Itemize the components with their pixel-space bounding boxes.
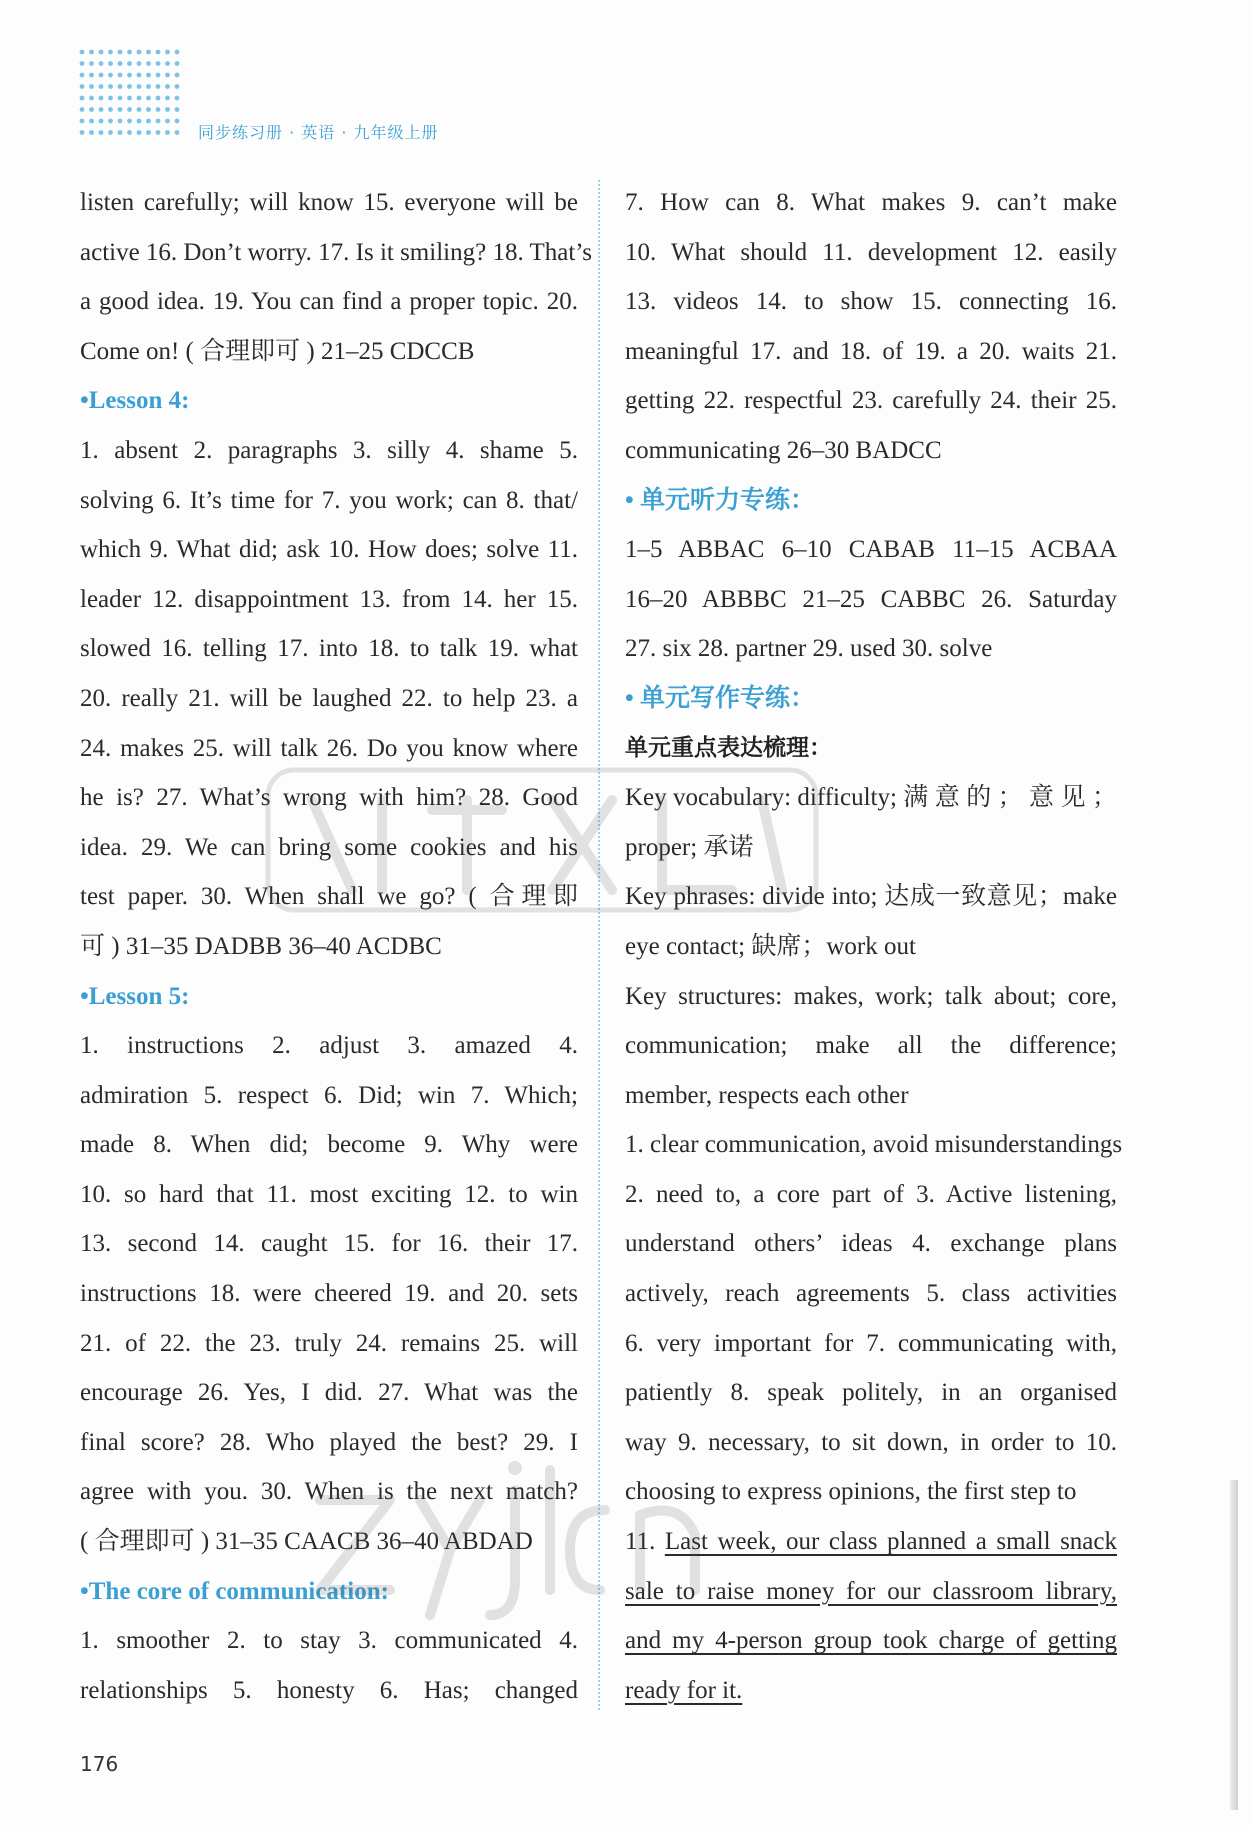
text-line: slowed 16. telling 17. into 18. to talk 19. what bbox=[80, 635, 578, 663]
page-edge-shadow bbox=[1230, 1480, 1238, 1810]
text-line: 2. need to, a core part of 3. Active listening, bbox=[625, 1180, 1117, 1208]
page-number: 176 bbox=[80, 1752, 119, 1776]
header-dot bbox=[175, 61, 180, 66]
header-dot bbox=[118, 119, 123, 124]
header-dot bbox=[99, 107, 104, 112]
text-line: 7. How can 8. What makes 9. can’t make bbox=[625, 189, 1117, 216]
header-dot bbox=[99, 73, 104, 78]
header-dot bbox=[80, 107, 85, 112]
text-line: idea. 29. We can bring some cookies and his bbox=[80, 833, 578, 861]
text-line: 1. smoother 2. to stay 3. communicated 4. bbox=[80, 1627, 578, 1655]
header-dot bbox=[175, 84, 180, 89]
header-dot bbox=[127, 119, 132, 124]
text-line: 27. six 28. partner 29. used 30. solve bbox=[625, 635, 993, 663]
header-dot bbox=[89, 84, 94, 89]
text-line: eye contact; 缺席；work out bbox=[625, 932, 916, 960]
text-line bbox=[625, 1517, 1117, 1567]
text-line bbox=[625, 1666, 1117, 1716]
underlined-answer: and my 4-person group took charge of getting bbox=[625, 1627, 1117, 1655]
text-line: getting 22. respectful 23. carefully 24. their 25. bbox=[625, 387, 1117, 415]
section-heading: •The core of communication: bbox=[80, 1577, 389, 1605]
header-dot bbox=[146, 73, 151, 78]
header-dot bbox=[146, 50, 151, 55]
header-dot bbox=[175, 107, 180, 112]
header-dot bbox=[80, 119, 85, 124]
text-line bbox=[625, 1616, 1117, 1666]
underlined-answer: Last week, our class planned a small snack bbox=[664, 1528, 1117, 1556]
text-line: 13. videos 14. to show 15. connecting 16. bbox=[625, 288, 1117, 316]
header-dot bbox=[156, 61, 161, 66]
text-line: 13. second 14. caught 15. for 16. their 17. bbox=[80, 1230, 578, 1258]
text-segment: 11. bbox=[625, 1528, 665, 1556]
header-dot bbox=[118, 107, 123, 112]
header-dot bbox=[108, 84, 113, 89]
header-dot bbox=[146, 61, 151, 66]
header-dot bbox=[127, 130, 132, 135]
header-dot bbox=[175, 130, 180, 135]
header-dot bbox=[108, 50, 113, 55]
header-dot bbox=[80, 130, 85, 135]
text-line bbox=[625, 1567, 1117, 1617]
text-line: encourage 26. Yes, I did. 27. What was the bbox=[80, 1379, 578, 1407]
header-dot bbox=[108, 61, 113, 66]
text-line: 6. very important for 7. communicating with, bbox=[625, 1329, 1117, 1357]
header-dot bbox=[89, 73, 94, 78]
text-line: leader 12. disappointment 13. from 14. her 15. bbox=[80, 585, 578, 613]
header-dot bbox=[146, 84, 151, 89]
text-line: agree with you. 30. When is the next match? bbox=[80, 1478, 578, 1506]
text-line: patiently 8. speak politely, in an organised bbox=[625, 1379, 1117, 1407]
header-dot bbox=[156, 84, 161, 89]
header-dot bbox=[146, 96, 151, 101]
section-heading: • 单元听力专练： bbox=[625, 486, 816, 514]
header-dot bbox=[89, 119, 94, 124]
text-line: Key vocabulary: difficulty; 满 意 的 ； 意 见 ； bbox=[625, 784, 1117, 812]
underlined-answer: sale to raise money for our classroom library, bbox=[625, 1577, 1117, 1605]
header-dot bbox=[127, 73, 132, 78]
text-line: Come on! ( 合理即可 ) 21–25 CDCCB bbox=[80, 337, 475, 365]
header-dot bbox=[80, 84, 85, 89]
text-line: communicating 26–30 BADCC bbox=[625, 436, 942, 464]
text-line: choosing to express opinions, the first step to bbox=[625, 1478, 1077, 1506]
header-dot bbox=[156, 73, 161, 78]
text-line: admiration 5. respect 6. Did; win 7. Which; bbox=[80, 1081, 578, 1109]
header-dot bbox=[175, 96, 180, 101]
header-dot bbox=[80, 50, 85, 55]
text-line: which 9. What did; ask 10. How does; solve 11. bbox=[80, 536, 578, 564]
right-column bbox=[625, 178, 1123, 1715]
header-dot bbox=[156, 107, 161, 112]
header-dot bbox=[80, 73, 85, 78]
header-dot bbox=[156, 130, 161, 135]
text-line: Key structures: makes, work; talk about; core, bbox=[625, 982, 1117, 1010]
section-heading: • 单元写作专练： bbox=[625, 684, 816, 712]
header-dot bbox=[108, 107, 113, 112]
text-line: he is? 27. What’s wrong with him? 28. Good bbox=[80, 784, 578, 812]
header-dot bbox=[137, 107, 142, 112]
section-subheading: 单元重点表达梳理： bbox=[625, 734, 832, 761]
header-dot bbox=[108, 73, 113, 78]
header-dot bbox=[99, 96, 104, 101]
header-dot bbox=[127, 61, 132, 66]
header-dot bbox=[137, 50, 142, 55]
header-dot bbox=[165, 61, 170, 66]
header-dot bbox=[137, 130, 142, 135]
header-dot bbox=[127, 107, 132, 112]
header-dot bbox=[127, 96, 132, 101]
header-dot bbox=[165, 73, 170, 78]
header-dot-grid-decoration bbox=[78, 48, 183, 144]
text-line: way 9. necessary, to sit down, in order to 10. bbox=[625, 1428, 1117, 1456]
header-dot bbox=[118, 130, 123, 135]
header-dot bbox=[165, 119, 170, 124]
header-dot bbox=[165, 50, 170, 55]
header-dot bbox=[99, 61, 104, 66]
header-dot bbox=[156, 50, 161, 55]
header-dot bbox=[156, 119, 161, 124]
header-dot bbox=[146, 119, 151, 124]
text-line: active 16. Don’t worry. 17. Is it smiling? 18. That’s bbox=[80, 238, 592, 266]
header-dot bbox=[80, 61, 85, 66]
header-dot bbox=[108, 119, 113, 124]
section-heading: •Lesson 4: bbox=[80, 387, 190, 415]
text-line: 10. so hard that 11. most exciting 12. to win bbox=[80, 1180, 578, 1208]
text-line: 10. What should 11. development 12. easily bbox=[625, 238, 1117, 266]
header-dot bbox=[146, 130, 151, 135]
text-line: relationships 5. honesty 6. Has; changed bbox=[80, 1676, 578, 1704]
header-dot bbox=[80, 96, 85, 101]
header-dot bbox=[156, 96, 161, 101]
text-line: 1. clear communication, avoid misunderstandings bbox=[625, 1131, 1123, 1159]
text-line: 16–20 ABBBC 21–25 CABBC 26. Saturday bbox=[625, 585, 1117, 613]
column-divider bbox=[598, 180, 600, 1710]
text-line: 1. instructions 2. adjust 3. amazed 4. bbox=[80, 1032, 578, 1060]
header-dot bbox=[89, 50, 94, 55]
header-dot bbox=[99, 84, 104, 89]
text-line: member, respects each other bbox=[625, 1081, 909, 1109]
text-line: listen carefully; will know 15. everyone will be bbox=[80, 189, 578, 216]
header-dot bbox=[118, 61, 123, 66]
header-dot bbox=[146, 107, 151, 112]
header-dot bbox=[118, 50, 123, 55]
header-dot bbox=[175, 50, 180, 55]
header-dot bbox=[165, 107, 170, 112]
header-dot bbox=[175, 119, 180, 124]
header-dot bbox=[137, 119, 142, 124]
text-line: solving 6. It’s time for 7. you work; can 8. that/ bbox=[80, 486, 578, 514]
header-dot bbox=[175, 73, 180, 78]
header-dot bbox=[137, 73, 142, 78]
header-dot bbox=[137, 61, 142, 66]
header-dot bbox=[108, 96, 113, 101]
header-dot bbox=[165, 96, 170, 101]
header-dot bbox=[89, 130, 94, 135]
text-line: communication; make all the difference; bbox=[625, 1032, 1117, 1060]
header-dot bbox=[118, 73, 123, 78]
header-dot bbox=[118, 96, 123, 101]
text-line: 1. absent 2. paragraphs 3. silly 4. shame 5. bbox=[80, 436, 578, 464]
text-line: 可 ) 31–35 DADBB 36–40 ACDBC bbox=[80, 932, 442, 960]
header-dot bbox=[137, 96, 142, 101]
text-line: ( 合理即可 ) 31–35 CAACB 36–40 ABDAD bbox=[80, 1528, 533, 1556]
header-dot bbox=[89, 61, 94, 66]
header-dot bbox=[165, 130, 170, 135]
header-dot bbox=[108, 130, 113, 135]
header-dot bbox=[127, 84, 132, 89]
header-title: 同步练习册 · 英语 · 九年级上册 bbox=[198, 123, 439, 142]
text-line: final score? 28. Who played the best? 29. I bbox=[80, 1428, 578, 1456]
header-dot bbox=[118, 84, 123, 89]
text-line: proper; 承诺 bbox=[625, 833, 754, 861]
header-dot bbox=[99, 130, 104, 135]
text-line: actively, reach agreements 5. class activities bbox=[625, 1280, 1117, 1308]
section-heading: •Lesson 5: bbox=[80, 982, 190, 1010]
left-column bbox=[80, 178, 592, 1715]
header-dot bbox=[99, 50, 104, 55]
text-line: understand others’ ideas 4. exchange plans bbox=[625, 1230, 1117, 1258]
header-dot bbox=[89, 96, 94, 101]
text-line: 20. really 21. will be laughed 22. to help 23. a bbox=[80, 684, 578, 712]
header-dot bbox=[127, 50, 132, 55]
underlined-answer: ready for it. bbox=[625, 1676, 743, 1704]
text-line: Key phrases: divide into; 达成一致意见；make bbox=[625, 883, 1117, 911]
text-line: 24. makes 25. will talk 26. Do you know where bbox=[80, 734, 578, 762]
text-line: instructions 18. were cheered 19. and 20. sets bbox=[80, 1280, 578, 1308]
text-line: test paper. 30. When shall we go? ( 合理即 bbox=[80, 883, 578, 911]
text-line: 21. of 22. the 23. truly 24. remains 25. will bbox=[80, 1329, 578, 1357]
text-line: a good idea. 19. You can find a proper topic. 20. bbox=[80, 288, 578, 316]
header-dot bbox=[89, 107, 94, 112]
text-line: meaningful 17. and 18. of 19. a 20. waits 21. bbox=[625, 337, 1117, 365]
text-line: made 8. When did; become 9. Why were bbox=[80, 1131, 578, 1159]
header-dot bbox=[165, 84, 170, 89]
header-dot bbox=[99, 119, 104, 124]
header-dot bbox=[137, 84, 142, 89]
text-line: 1–5 ABBAC 6–10 CABAB 11–15 ACBAA bbox=[625, 536, 1117, 564]
